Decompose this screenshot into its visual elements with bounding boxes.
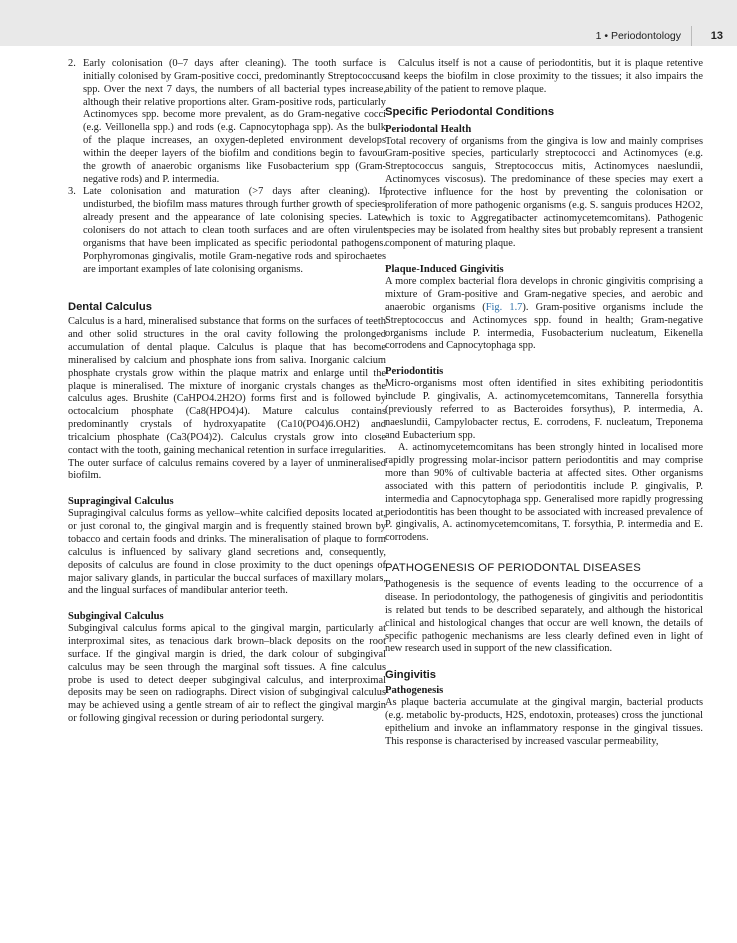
periodontitis-text: Micro-organisms most often identified in sites exhibiting periodontitis include P. gingivalis, A. actinomycetemcomitans, Tannerella forsythia (previously referred to as Bacteroides forsythus), P. intermedia, A. naeslundii, Campylobacter rectus, E. corrodens, F. nucleatum, Treponema and Eubacterium spp. (385, 378, 703, 441)
list-number: 2. (68, 58, 76, 69)
page-number: 13 (710, 30, 723, 42)
periodontal-health-text: Total recovery of organisms from the gingiva is low and mainly comprises Gram-positive species, particularly streptococci and Actinomyces (e.g. Streptococcus sanguis, Streptococcus mitis, Actinomyces naeslundii, Actinomyces viscosus). The predominance of these species may exert a protective influence for the host by preventing the colonisation or proliferation of more pathogenic organisms (e.g. S. sanguis produces H2O2, which is toxic to Aggregatibacter actinomycetemcomitans). Pathogenic species may be isolated from healthy sites but probably represent a transient component of maturing plaque. (385, 135, 703, 250)
gingivitis-heading: Gingivitis (385, 669, 436, 682)
supragingival-heading: Supragingival Calculus (68, 496, 174, 508)
specific-conditions-heading: Specific Periodontal Conditions (385, 105, 555, 118)
pathogenesis-text: Pathogenesis is the sequence of events leading to the occurrence of a disease. In periodontology, the pathogenesis of gingivitis and periodontitis is related but tends to be described separately, and although the historical clinical and histological changes that occur are well known, the details of specific pathogenic mechanisms are less clearly defined even in light of new research used in support of the new classification. (385, 579, 703, 655)
pathogenesis-heading: PATHOGENESIS OF PERIODONTAL DISEASES (385, 562, 641, 575)
list-item-early-colonisation (68, 58, 386, 186)
figure-link[interactable]: Fig. 1.7 (485, 301, 523, 313)
early-colonisation-text: Early colonisation (0–7 days after cleaning). The tooth surface is initially colonised by Gram-positive cocci, predominantly Streptococcus spp. Over the next 7 days, the numbers of all bacterial types increase, although their relative proportions alter. Gram-positive rods, particularly Actinomyces spp. become more prevalent, as do Gram-negative cocci (e.g. Veillonella spp.) and rods (e.g. Capnocytophaga spp). As the bulk of the plaque increases, an oxygen-depleted environment develops within the deeper layers of the biofilm and conditions begin to favour the growth of anaerobic organisms like Fusobacterium spp (Gram-negative rods) and P. intermedia. (83, 58, 386, 185)
periodontitis-text-2: A. actinomycetemcomitans has been strongly hinted in localised more rapidly progressing molar-incisor pattern periodontitis and may comprise more than 90% of cultivable bacteria at affected sites. Other organisms associated with this pattern of periodontitis include P. gingivalis, P. intermedia and Capnocytophaga spp. Generalised more rapidly progressing periodontitis has been thought to be associated with increased prevalence of P. gingivalis, A. actinomycetemcomitans, T. forsythia, P. intermedia and E. corrodens. (385, 442, 703, 544)
dental-calculus-heading: Dental Calculus (68, 301, 152, 314)
periodontitis-heading: Periodontitis (385, 366, 444, 378)
plaque-gingivitis-text: A more complex bacterial flora develops in chronic gingivitis comprising a mixture of Gram-positive and Gram-negative species, and aerobic and anaerobic organisms (Fig. 1.7). Gram-positive organisms include the Streptococcus and Actinomyces spp. found in health; Gram-negative organisms include P. intermedia, Fusobacterium nucleatum, Eikenella corrodens and Capnocytophaga spp. (385, 276, 704, 352)
header-divider (691, 26, 692, 46)
left-column (68, 58, 386, 726)
calculus-cause-paragraph: Calculus itself is not a cause of periodontitis, but it is plaque retentive and keeps the biofilm in close proximity to the tissues; it also impairs the ability of the patient to remove plaque. (385, 58, 703, 95)
plaque-gingivitis-heading: Plaque-Induced Gingivitis (385, 264, 504, 276)
list-number: 3. (68, 186, 76, 198)
gingivitis-pathogenesis-text: As plaque bacteria accumulate at the gingival margin, bacterial products (e.g. metabolic by-products, H2S, endotoxin, proteases) cross the junctional epithelium and invoke an inflammatory response in the gingival tissues. This response is characterised by increased vascular permeability, (385, 697, 703, 747)
running-head: 1 • Periodontology (595, 30, 681, 42)
right-column (385, 58, 703, 749)
supragingival-text: Supragingival calculus forms as yellow–white calcified deposits located at, or just coronal to, the gingival margin and is frequently stained brown by tobacco and certain foods and drinks. The mineralisation of plaque to form calculus is influenced by salivary gland secretions and, consequently, deposits of calculus are found in close proximity to the duct openings of major salivary glands, in particular the buccal surfaces of maxillary molars, and the lingual surfaces of mandibular anterior teeth. (68, 508, 386, 597)
list-item-late-colonisation (68, 186, 386, 276)
gingivitis-pathogenesis-heading: Pathogenesis (385, 685, 444, 697)
subgingival-heading: Subgingival Calculus (68, 611, 164, 623)
periodontal-health-heading: Periodontal Health (385, 123, 472, 135)
dental-calculus-text: Calculus is a hard, mineralised substance that forms on the surfaces of teeth and other solid structures in the oral cavity following the prolonged accumulation of dental plaque. Calculus is plaque that has become mineralised by calcium and phosphate ions from saliva. Inorganic calcium phosphate crystals grow within the plaque matrix and enlarge until the plaque is mineralised. The mixture of inorganic crystals changes as the calculus ages. Brushite (CaHPO4.2H2O) forms first and is followed by octocalcium phosphate (Ca8(HPO4)4). Mature calculus contains predominantly crystals of hydroxyapatite (Ca10(PO4)6.OH2) and tricalcium phosphate (Ca3(PO4)2). Calculus crystals grow into close contact with the tooth, gaining mechanical retention in surface irregularities. The outer surface of calculus remains covered by a layer of unmineralised biofilm. (68, 316, 386, 482)
late-colonisation-text: Late colonisation and maturation (>7 days after cleaning). If undisturbed, the biofilm mass matures through further growth of species already present and the appearance of late colonising species. Late colonisers do not attach to clean tooth surfaces and are often virulent organisms that have been implicated as specific periodontal pathogens. Porphyromonas gingivalis, motile Gram-negative rods and spirochaetes are important examples of late colonising organisms. (83, 186, 386, 275)
subgingival-text: Subgingival calculus forms apical to the gingival margin, particularly at interproximal sites, as tenacious dark brown–black deposits on the root surface. If the gingival margin is dried, the dark colour of subgingival calculus may be seen through the marginal soft tissues. A fine calculus probe is used to detect deeper subgingival calculus, and interproximal deposits may be seen on radiographs. Direct vision of subgingival calculus may be achieved using a gentle stream of air to reflect the gingival margin or following gingival recession or during periodontal surgery. (68, 623, 386, 725)
